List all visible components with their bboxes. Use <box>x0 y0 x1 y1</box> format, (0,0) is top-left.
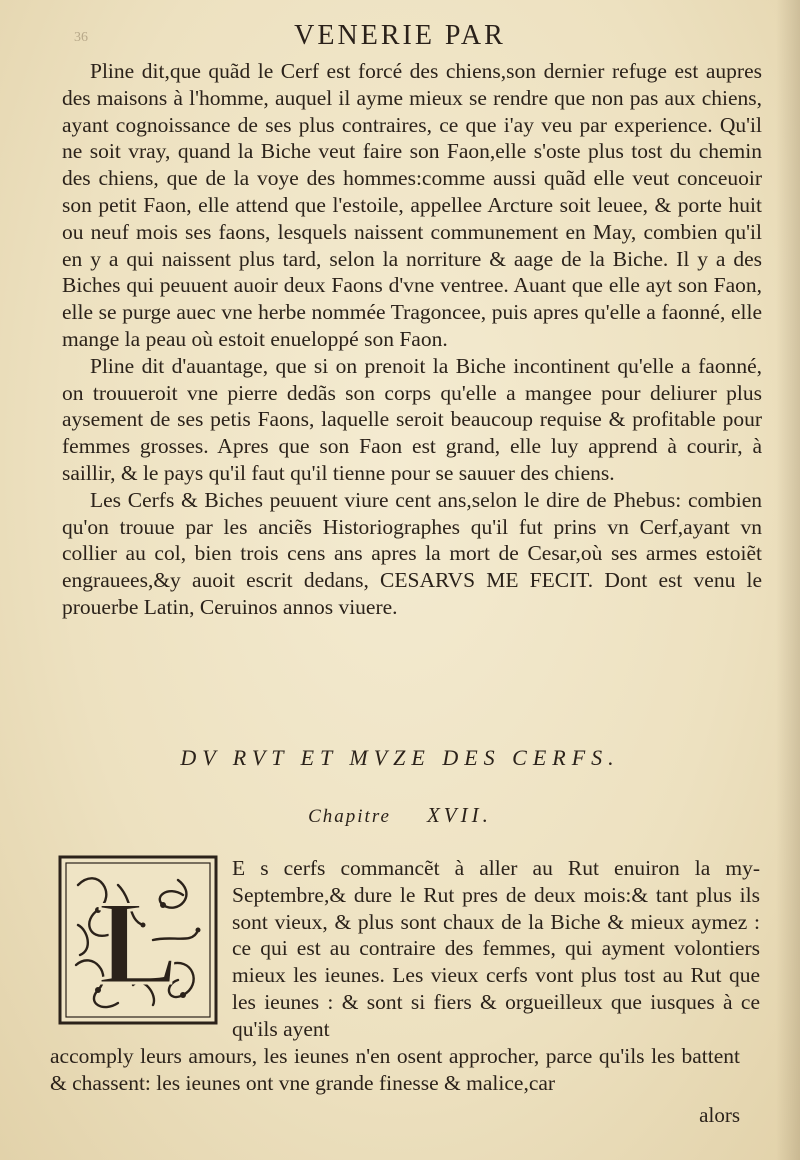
catchword: alors <box>699 1103 740 1127</box>
chapter-line <box>0 803 800 828</box>
chapter-label: Chapitre <box>308 806 391 827</box>
paragraph-3: Les Cerfs & Biches peuuent viure cent ans,selon le dire de Phebus: combien qu'on trouue par les anciẽs Historiographes qu'il fut prins vn Cerf,ayant vn collier au col, bien trois cens ans apres la mort de Cesar,où ses armes estoiẽt engrauees,&y auoit escrit dedans, CESARVS ME FECIT. Dont est venu le prouerbe Latin, Ceruinos annos viuere. <box>62 487 762 619</box>
chapter-number: XVII. <box>426 803 492 827</box>
running-head: VENERIE PAR <box>294 20 506 51</box>
page-edge-shadow <box>776 0 800 1160</box>
section-text-continued: accomply leurs amours, les ieunes n'en osent approcher, parce qu'ils les battent & chassent: les ieunes ont vne grande finesse & malice,car <box>50 1044 740 1095</box>
main-text <box>62 58 762 621</box>
section-paragraph-start: E s cerfs commancẽt à aller au Rut enuiron la my-Septembre,& dure le Rut pres de deux mois:& tant plus ils sont vieux, & plus sont chaux de la Biche & mieux aymez : ce qui est au contraire des femmes, qui ayment volontiers mieux les ieunes. Les vieux cerfs vont plus tost au Rut que les ieunes : & sont si fiers & orgueilleux que iusques à ce qu'ils ayent <box>232 856 760 1041</box>
initial-letter: L <box>97 876 179 1009</box>
section-text-beside-initial <box>232 855 760 1043</box>
page-number: 36 <box>74 30 88 45</box>
paragraph-2: Pline dit d'auantage, que si on prenoit la Biche incontinent qu'elle a faonné, on trouueroit vne pierre dedãs son corps qu'elle a mangee pour deliurer plus aysement de ses petis Faons, laquelle seroit beaucoup requise & profitable pour femmes grosses. Apres que son Faon est grand, elle luy apprend à courir, à saillir, & le pays qu'il faut qu'il tienne pour se sauuer des chiens. <box>62 353 762 485</box>
decorated-initial-icon <box>58 855 218 1025</box>
section-heading: DV RVT ET MVZE DES CERFS. <box>180 745 620 770</box>
paragraph-1: Pline dit,que quãd le Cerf est forcé des chiens,son dernier refuge est aupres des maisons à l'homme, auquel il ayme mieux se rendre que non pas aux chiens, ayant cognoissance de ses plus contraires, ce que i'ay veu par experience. Qu'il ne soit vray, quand la Biche veut faire son Faon,elle s'oste plus tost du chemin des chiens, que de la voye des hommes:comme aussi quãd elle veut conceuoir son petit Faon, elle attend que l'estoile, appellee Arcture soit leuee, & porte huit ou neuf mois ses faons, lesquels naissent communement en May, combien qu'il en y a qui naissent plus tard, selon la norriture & aage de la Biche. Il y a des Biches qui peuuent auoir deux Faons d'vne ventree. Auant que elle ayt son Faon, elle se purge auec vne herbe nommée Tragoncee, puis apres qu'elle a faonné, elle mange la peau où estoit enueloppé son Faon. <box>62 59 762 351</box>
